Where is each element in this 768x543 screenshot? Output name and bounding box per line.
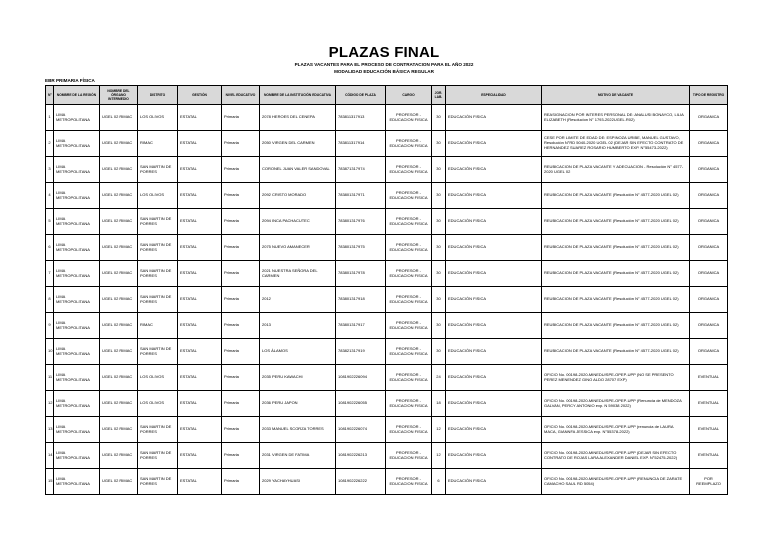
cell-tipo: EVENTUAL: [690, 417, 728, 443]
cell-motivo: REUBICACION DE PLAZA VACANTE Y ADECUACION - Resolución N° 4577-2020 UGEL 02: [542, 157, 690, 183]
cell-cargo: PROFESOR - EDUCACION FISICA: [386, 313, 432, 339]
cell-nivel: Primaria: [222, 157, 260, 183]
cell-gestion: ESTATAL: [178, 469, 222, 495]
cell-tipo: EVENTUAL: [690, 391, 728, 417]
cell-ugel: UGEL 02 RIMAC: [100, 287, 138, 313]
cell-ie: CORONEL JUAN VALER SANDOVAL: [260, 157, 336, 183]
cell-gestion: ESTATAL: [178, 287, 222, 313]
cell-ugel: UGEL 02 RIMAC: [100, 313, 138, 339]
cell-region: LIMA METROPOLITANA: [54, 469, 100, 495]
cell-jornada: 6: [432, 469, 446, 495]
cell-ugel: UGEL 02 RIMAC: [100, 183, 138, 209]
cell-n: 12: [46, 391, 54, 417]
cell-tipo: EVENTUAL: [690, 365, 728, 391]
cell-motivo: OFICIO No. 00198-2020-MINEDU/SPE-OPEP-UPP (renuncia de LAURA MACA, GIANNFA JESSICA exp. N°55378-2022): [542, 417, 690, 443]
cell-gestion: ESTATAL: [178, 417, 222, 443]
cell-region: LIMA METROPOLITANA: [54, 157, 100, 183]
cell-ie: 2012: [260, 287, 336, 313]
table-row: [46, 417, 728, 443]
column-header: NIVEL EDUCATIVO: [222, 86, 260, 105]
cell-cargo: PROFESOR - EDUCACION FISICA: [386, 339, 432, 365]
column-header: NOMBRE DE LA REGIÓN: [54, 86, 100, 105]
cell-n: 10: [46, 339, 54, 365]
cell-gestion: ESTATAL: [178, 131, 222, 157]
cell-motivo: OFICIO No. 00198-2020-MINEDU/SPE-OPEP-UPP (Renuncia de MENDOZA GALVAN, PERCY ANTONIO exp. N 59038 2022): [542, 391, 690, 417]
cell-jornada: 30: [432, 105, 446, 131]
cell-especialidad: EDUCACIÓN FISICA: [446, 287, 542, 313]
cell-ie: 2031 VIRGEN DE FATIMA: [260, 443, 336, 469]
cell-jornada: 12: [432, 443, 446, 469]
cell-cargo: PROFESOR - EDUCACION FISICA: [386, 261, 432, 287]
cell-cargo: PROFESOR - EDUCACION FISICA: [386, 391, 432, 417]
cell-especialidad: EDUCACIÓN FISICA: [446, 105, 542, 131]
column-header: GESTIÓN: [178, 86, 222, 105]
table-row: [46, 157, 728, 183]
cell-n: 8: [46, 287, 54, 313]
cell-especialidad: EDUCACIÓN FISICA: [446, 209, 542, 235]
cell-ugel: UGEL 02 RIMAC: [100, 261, 138, 287]
cell-motivo: REUBICACION DE PLAZA VACANTE (Resolución N° 4577-2020 UGEL 02): [542, 183, 690, 209]
cell-codigo: 1081902226055: [336, 391, 386, 417]
cell-codigo: 1081902226094: [336, 365, 386, 391]
table-row: [46, 365, 728, 391]
cell-motivo: REUBICACION DE PLAZA VACANTE (Resolución N° 4577-2020 UGEL 02): [542, 235, 690, 261]
cell-codigo: 783871317974: [336, 157, 386, 183]
table-row: [46, 313, 728, 339]
cell-gestion: ESTATAL: [178, 443, 222, 469]
cell-n: 3: [46, 157, 54, 183]
cell-ie: 2078 HEROES DEL CENEPA: [260, 105, 336, 131]
cell-motivo: OFICIO No. 00198-2020-MINEDU/SPE-OPEP-UPP (NO SE PRESENTO PEREZ MENENDEZ GINO ALDO 28707 EXP): [542, 365, 690, 391]
cell-distrito: SAN MARTIN DE PORRES: [138, 235, 178, 261]
cell-codigo: 783811317914: [336, 131, 386, 157]
cell-codigo: 783801317971: [336, 183, 386, 209]
cell-ie: 2013: [260, 313, 336, 339]
table-body: [46, 105, 728, 495]
cell-n: 9: [46, 313, 54, 339]
table-header-row: [46, 86, 728, 105]
cell-ugel: UGEL 02 RIMAC: [100, 157, 138, 183]
cell-jornada: 12: [432, 417, 446, 443]
cell-codigo: 783821317919: [336, 339, 386, 365]
cell-ugel: UGEL 02 RIMAC: [100, 131, 138, 157]
vacancies-table: [45, 85, 728, 495]
cell-distrito: SAN MARTIN DE PORRES: [138, 287, 178, 313]
cell-especialidad: EDUCACIÓN FISICA: [446, 261, 542, 287]
cell-nivel: Primaria: [222, 287, 260, 313]
cell-region: LIMA METROPOLITANA: [54, 365, 100, 391]
cell-ugel: UGEL 02 RIMAC: [100, 235, 138, 261]
cell-cargo: PROFESOR - EDUCACION FISICA: [386, 287, 432, 313]
cell-jornada: 18: [432, 391, 446, 417]
cell-especialidad: EDUCACIÓN FISICA: [446, 183, 542, 209]
cell-ie: 2021 NUESTRA SEÑORA DEL CARMEN: [260, 261, 336, 287]
cell-gestion: ESTATAL: [178, 157, 222, 183]
column-header: NOMBRE DEL ÓRGANO INTERMEDIO: [100, 86, 138, 105]
cell-motivo: REUBICACION DE PLAZA VACANTE (Resolución N° 4577-2020 UGEL 02): [542, 339, 690, 365]
cell-n: 11: [46, 365, 54, 391]
cell-nivel: Primaria: [222, 235, 260, 261]
cell-jornada: 30: [432, 157, 446, 183]
cell-distrito: LOS OLIVOS: [138, 183, 178, 209]
cell-ie: 2075 NUEVO AMANECER: [260, 235, 336, 261]
cell-nivel: Primaria: [222, 131, 260, 157]
cell-distrito: RIMAC: [138, 131, 178, 157]
cell-gestion: ESTATAL: [178, 209, 222, 235]
cell-region: LIMA METROPOLITANA: [54, 339, 100, 365]
cell-nivel: Primaria: [222, 365, 260, 391]
cell-tipo: POR REEMPLAZO: [690, 469, 728, 495]
column-header: NOMBRE DE LA INSTITUCIÓN EDUCATIVA: [260, 86, 336, 105]
cell-cargo: PROFESOR - EDUCACION FISICA: [386, 157, 432, 183]
cell-especialidad: EDUCACIÓN FISICA: [446, 443, 542, 469]
cell-region: LIMA METROPOLITANA: [54, 261, 100, 287]
cell-tipo: ORGANICA: [690, 183, 728, 209]
cell-ie: 2033 MANUEL SCORZA TORRES: [260, 417, 336, 443]
cell-tipo: ORGANICA: [690, 339, 728, 365]
table-row: [46, 339, 728, 365]
cell-codigo: 783811317913: [336, 105, 386, 131]
table-row: [46, 131, 728, 157]
cell-ugel: UGEL 02 RIMAC: [100, 443, 138, 469]
column-header: JOR. LAB.: [432, 86, 446, 105]
cell-gestion: ESTATAL: [178, 339, 222, 365]
cell-region: LIMA METROPOLITANA: [54, 417, 100, 443]
cell-nivel: Primaria: [222, 209, 260, 235]
cell-region: LIMA METROPOLITANA: [54, 443, 100, 469]
cell-motivo: REASIGNACION POR INTERES PERSONAL DE: ANALUSI BONAYCO, LILIA ELIZABETH (Resolucion N° 1793-2022UGEL.R02): [542, 105, 690, 131]
cell-n: 2: [46, 131, 54, 157]
cell-nivel: Primaria: [222, 339, 260, 365]
table-row: [46, 391, 728, 417]
cell-region: LIMA METROPOLITANA: [54, 287, 100, 313]
cell-distrito: SAN MARTIN DE PORRES: [138, 157, 178, 183]
cell-tipo: EVENTUAL: [690, 443, 728, 469]
cell-nivel: Primaria: [222, 261, 260, 287]
cell-codigo: 783801317978: [336, 261, 386, 287]
cell-distrito: RIMAC: [138, 313, 178, 339]
cell-motivo: REUBICACION DE PLAZA VACANTE (Resolución N° 4577-2020 UGEL 02): [542, 287, 690, 313]
cell-ie: 2035 PERU KAWACHI: [260, 365, 336, 391]
cell-tipo: ORGANICA: [690, 157, 728, 183]
table-row: [46, 261, 728, 287]
cell-especialidad: EDUCACIÓN FISICA: [446, 235, 542, 261]
cell-ugel: UGEL 02 RIMAC: [100, 339, 138, 365]
cell-distrito: SAN MARTIN DE PORRES: [138, 209, 178, 235]
cell-codigo: 783801317975: [336, 235, 386, 261]
cell-n: 15: [46, 469, 54, 495]
cell-nivel: Primaria: [222, 391, 260, 417]
cell-distrito: SAN MARTIN DE PORRES: [138, 443, 178, 469]
cell-motivo: OFICIO No. 00198-2020-MINEDU/SPE-OPEP-UPP (DEJAR SIN EFECTO CONTRATO DE ROJAS LARA ALEXANDER DANIEL EXP. N°52475-2022): [542, 443, 690, 469]
table-row: [46, 183, 728, 209]
cell-jornada: 30: [432, 209, 446, 235]
cell-motivo: REUBICACION DE PLAZA VACANTE (Resolución N° 4577-2020 UGEL 02): [542, 209, 690, 235]
cell-distrito: LOS OLIVOS: [138, 365, 178, 391]
cell-ie: 2092 CRISTO MORADO: [260, 183, 336, 209]
column-header: ESPECIALIDAD: [446, 86, 542, 105]
cell-especialidad: EDUCACIÓN FISICA: [446, 157, 542, 183]
cell-gestion: ESTATAL: [178, 183, 222, 209]
cell-gestion: ESTATAL: [178, 235, 222, 261]
cell-ie: 2029 YACHAYHUASI: [260, 469, 336, 495]
cell-codigo: 783801317918: [336, 287, 386, 313]
cell-n: 6: [46, 235, 54, 261]
cell-n: 4: [46, 183, 54, 209]
cell-cargo: PROFESOR - EDUCACION FISICA: [386, 443, 432, 469]
cell-ie: 2094 INCA PACHACUTEC: [260, 209, 336, 235]
cell-tipo: ORGANICA: [690, 105, 728, 131]
cell-gestion: ESTATAL: [178, 365, 222, 391]
cell-region: LIMA METROPOLITANA: [54, 391, 100, 417]
cell-tipo: ORGANICA: [690, 261, 728, 287]
cell-jornada: 30: [432, 339, 446, 365]
cell-motivo: REUBICACION DE PLAZA VACANTE (Resolución N° 4577-2020 UGEL 02): [542, 313, 690, 339]
cell-n: 5: [46, 209, 54, 235]
cell-ugel: UGEL 02 RIMAC: [100, 209, 138, 235]
cell-ugel: UGEL 02 RIMAC: [100, 417, 138, 443]
cell-tipo: ORGANICA: [690, 131, 728, 157]
cell-jornada: 30: [432, 261, 446, 287]
cell-region: LIMA METROPOLITANA: [54, 209, 100, 235]
cell-distrito: SAN MARTIN DE PORRES: [138, 469, 178, 495]
cell-jornada: 24: [432, 365, 446, 391]
cell-ugel: UGEL 02 RIMAC: [100, 365, 138, 391]
table-row: [46, 209, 728, 235]
cell-gestion: ESTATAL: [178, 313, 222, 339]
cell-cargo: PROFESOR - EDUCACION FISICA: [386, 365, 432, 391]
cell-codigo: 1081902226074: [336, 417, 386, 443]
cell-ie: LOS ÁLAMOS: [260, 339, 336, 365]
cell-especialidad: EDUCACIÓN FISICA: [446, 313, 542, 339]
cell-distrito: SAN MARTIN DE PORRES: [138, 417, 178, 443]
cell-distrito: LOS OLIVOS: [138, 391, 178, 417]
cell-region: LIMA METROPOLITANA: [54, 235, 100, 261]
cell-distrito: SAN MARTIN DE PORRES: [138, 261, 178, 287]
cell-cargo: PROFESOR - EDUCACION FISICA: [386, 209, 432, 235]
cell-motivo: OFICIO No. 00198-2020-MINEDU/SPE-OPEP-UPP (RENUNCIA DE ZARATE CAMACHO SAUL RD 5054): [542, 469, 690, 495]
cell-nivel: Primaria: [222, 469, 260, 495]
cell-motivo: CESE POR LIMITE DE EDAD DE: ESPINOZA URIBE, MANUEL GUSTAVO, Resolución N°RD 5040-2020 UGEL 02 (DEJAR SIN EFECTO CONTRATO DE HERNANDEZ SUAREZ ROSARIO HUMBERTO EXP. N°55473-2022): [542, 131, 690, 157]
cell-n: 13: [46, 417, 54, 443]
modality-subtitle: MODALIDAD EDUCACIÓN BÁSICA REGULAR: [334, 69, 434, 74]
cell-nivel: Primaria: [222, 417, 260, 443]
cell-jornada: 30: [432, 183, 446, 209]
cell-jornada: 30: [432, 131, 446, 157]
cell-jornada: 30: [432, 313, 446, 339]
cell-codigo: 783801317917: [336, 313, 386, 339]
cell-gestion: ESTATAL: [178, 261, 222, 287]
cell-especialidad: EDUCACIÓN FISICA: [446, 131, 542, 157]
cell-n: 7: [46, 261, 54, 287]
cell-cargo: PROFESOR - EDUCACION FISICA: [386, 469, 432, 495]
cell-jornada: 30: [432, 287, 446, 313]
cell-ugel: UGEL 02 RIMAC: [100, 391, 138, 417]
cell-ie: 2036 PERU JAPON: [260, 391, 336, 417]
cell-especialidad: EDUCACIÓN FISICA: [446, 339, 542, 365]
cell-nivel: Primaria: [222, 443, 260, 469]
cell-tipo: ORGANICA: [690, 313, 728, 339]
cell-codigo: 1081902226222: [336, 469, 386, 495]
column-header: CÓDIGO DE PLAZA: [336, 86, 386, 105]
cell-especialidad: EDUCACIÓN FISICA: [446, 417, 542, 443]
cell-region: LIMA METROPOLITANA: [54, 313, 100, 339]
cell-n: 14: [46, 443, 54, 469]
table-row: [46, 287, 728, 313]
cell-gestion: ESTATAL: [178, 391, 222, 417]
cell-n: 1: [46, 105, 54, 131]
cell-region: LIMA METROPOLITANA: [54, 105, 100, 131]
cell-especialidad: EDUCACIÓN FISICA: [446, 469, 542, 495]
cell-cargo: PROFESOR - EDUCACION FISICA: [386, 131, 432, 157]
page-subtitle: PLAZAS VACANTES PARA EL PROCESO DE CONTRATACION PARA EL AÑO 2022: [294, 62, 474, 67]
cell-distrito: SAN MARTIN DE PORRES: [138, 339, 178, 365]
cell-cargo: PROFESOR - EDUCACION FISICA: [386, 105, 432, 131]
cell-cargo: PROFESOR - EDUCACION FISICA: [386, 235, 432, 261]
column-header: DISTRITO: [138, 86, 178, 105]
cell-codigo: 783801317976: [336, 209, 386, 235]
cell-nivel: Primaria: [222, 183, 260, 209]
cell-cargo: PROFESOR - EDUCACION FISICA: [386, 183, 432, 209]
table-row: [46, 235, 728, 261]
table-row: [46, 105, 728, 131]
cell-tipo: ORGANICA: [690, 287, 728, 313]
page-title: PLAZAS FINAL: [328, 44, 440, 61]
cell-motivo: REUBICACION DE PLAZA VACANTE (Resolución N° 4577-2020 UGEL 02): [542, 261, 690, 287]
cell-especialidad: EDUCACIÓN FISICA: [446, 391, 542, 417]
section-label: EBR PRIMARIA FÍSICA: [45, 78, 95, 83]
column-header: TIPO DE REGISTRO: [690, 86, 728, 105]
cell-nivel: Primaria: [222, 313, 260, 339]
table-row: [46, 469, 728, 495]
cell-region: LIMA METROPOLITANA: [54, 183, 100, 209]
column-header: CARGO: [386, 86, 432, 105]
cell-cargo: PROFESOR - EDUCACION FISICA: [386, 417, 432, 443]
cell-ie: 2050 VIRGEN DEL CARMEN: [260, 131, 336, 157]
table-row: [46, 443, 728, 469]
column-header: N°: [46, 86, 54, 105]
cell-ugel: UGEL 02 RIMAC: [100, 469, 138, 495]
cell-tipo: ORGANICA: [690, 235, 728, 261]
column-header: MOTIVO DE VACANTE: [542, 86, 690, 105]
cell-tipo: ORGANICA: [690, 209, 728, 235]
cell-region: LIMA METROPOLITANA: [54, 131, 100, 157]
cell-nivel: Primaria: [222, 105, 260, 131]
cell-codigo: 1081902226213: [336, 443, 386, 469]
cell-distrito: LOS OLIVOS: [138, 105, 178, 131]
cell-ugel: UGEL 02 RIMAC: [100, 105, 138, 131]
cell-gestion: ESTATAL: [178, 105, 222, 131]
cell-especialidad: EDUCACIÓN FISICA: [446, 365, 542, 391]
cell-jornada: 30: [432, 235, 446, 261]
